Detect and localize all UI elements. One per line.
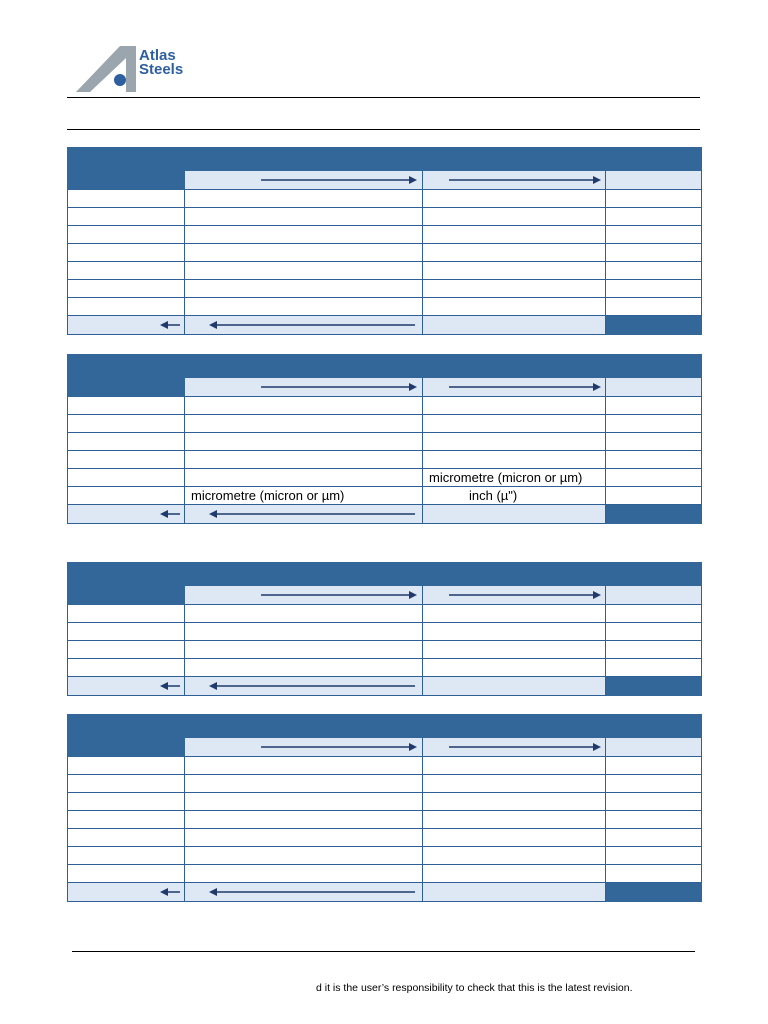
unit-label: micrometre (micron or µm) [429, 469, 583, 485]
logo-word-steels: Steels [139, 61, 184, 78]
table-row [68, 298, 702, 316]
arrow-left-icon [209, 320, 415, 330]
table-row [68, 433, 702, 451]
unit-label: inch (µ") [469, 487, 518, 503]
table-row [68, 775, 702, 793]
table-row [68, 415, 702, 433]
arrow-left-icon [160, 887, 180, 897]
table-header-row [68, 171, 702, 190]
table-header-row [68, 738, 702, 757]
arrow-left-icon [209, 887, 415, 897]
arrow-right-icon [449, 382, 601, 392]
table-row [68, 190, 702, 208]
conversion-table-1 [67, 147, 702, 335]
logo-word-atlas: Atlas [139, 47, 176, 64]
table-footer-row [68, 316, 702, 335]
table-footer-row [68, 505, 702, 524]
conversion-table-2 [67, 354, 702, 524]
arrow-right-icon [261, 382, 417, 392]
arrow-left-icon [209, 681, 415, 691]
table-title-row [68, 563, 702, 586]
arrow-left-icon [209, 509, 415, 519]
arrow-left-icon [160, 509, 180, 519]
arrow-right-icon [261, 742, 417, 752]
table-row [68, 829, 702, 847]
arrow-right-icon [449, 590, 601, 600]
table-title-row [68, 148, 702, 171]
header-rule-top [67, 97, 700, 98]
table-row [68, 469, 702, 487]
table-row [68, 280, 702, 298]
footer-disclaimer: d it is the user’s responsibility to check that this is the latest revision. [316, 982, 633, 994]
table-footer-row [68, 677, 702, 696]
arrow-right-icon [449, 175, 601, 185]
table-row [68, 793, 702, 811]
arrow-right-icon [261, 590, 417, 600]
arrow-left-icon [160, 681, 180, 691]
table-row [68, 208, 702, 226]
table-row [68, 451, 702, 469]
table-header-row [68, 586, 702, 605]
table-row [68, 659, 702, 677]
table-row [68, 605, 702, 623]
table-row [68, 865, 702, 883]
atlas-logo-mark [76, 44, 146, 94]
table-header-row [68, 378, 702, 397]
conversion-table-4 [67, 714, 702, 902]
atlas-steels-logo [76, 44, 206, 94]
table-row [68, 487, 702, 505]
arrow-left-icon [160, 320, 180, 330]
table-row [68, 226, 702, 244]
table-row [68, 397, 702, 415]
table-row [68, 262, 702, 280]
table-title-row [68, 355, 702, 378]
header-rule-bottom [67, 129, 700, 130]
table-row [68, 811, 702, 829]
conversion-table-3 [67, 562, 702, 696]
arrow-right-icon [449, 742, 601, 752]
table-row [68, 641, 702, 659]
table-row [68, 757, 702, 775]
footer-rule [72, 951, 695, 952]
table-row [68, 847, 702, 865]
unit-label: micrometre (micron or µm) [191, 487, 345, 503]
table-row [68, 244, 702, 262]
table-footer-row [68, 883, 702, 902]
table-title-row [68, 715, 702, 738]
arrow-right-icon [261, 175, 417, 185]
table-row [68, 623, 702, 641]
